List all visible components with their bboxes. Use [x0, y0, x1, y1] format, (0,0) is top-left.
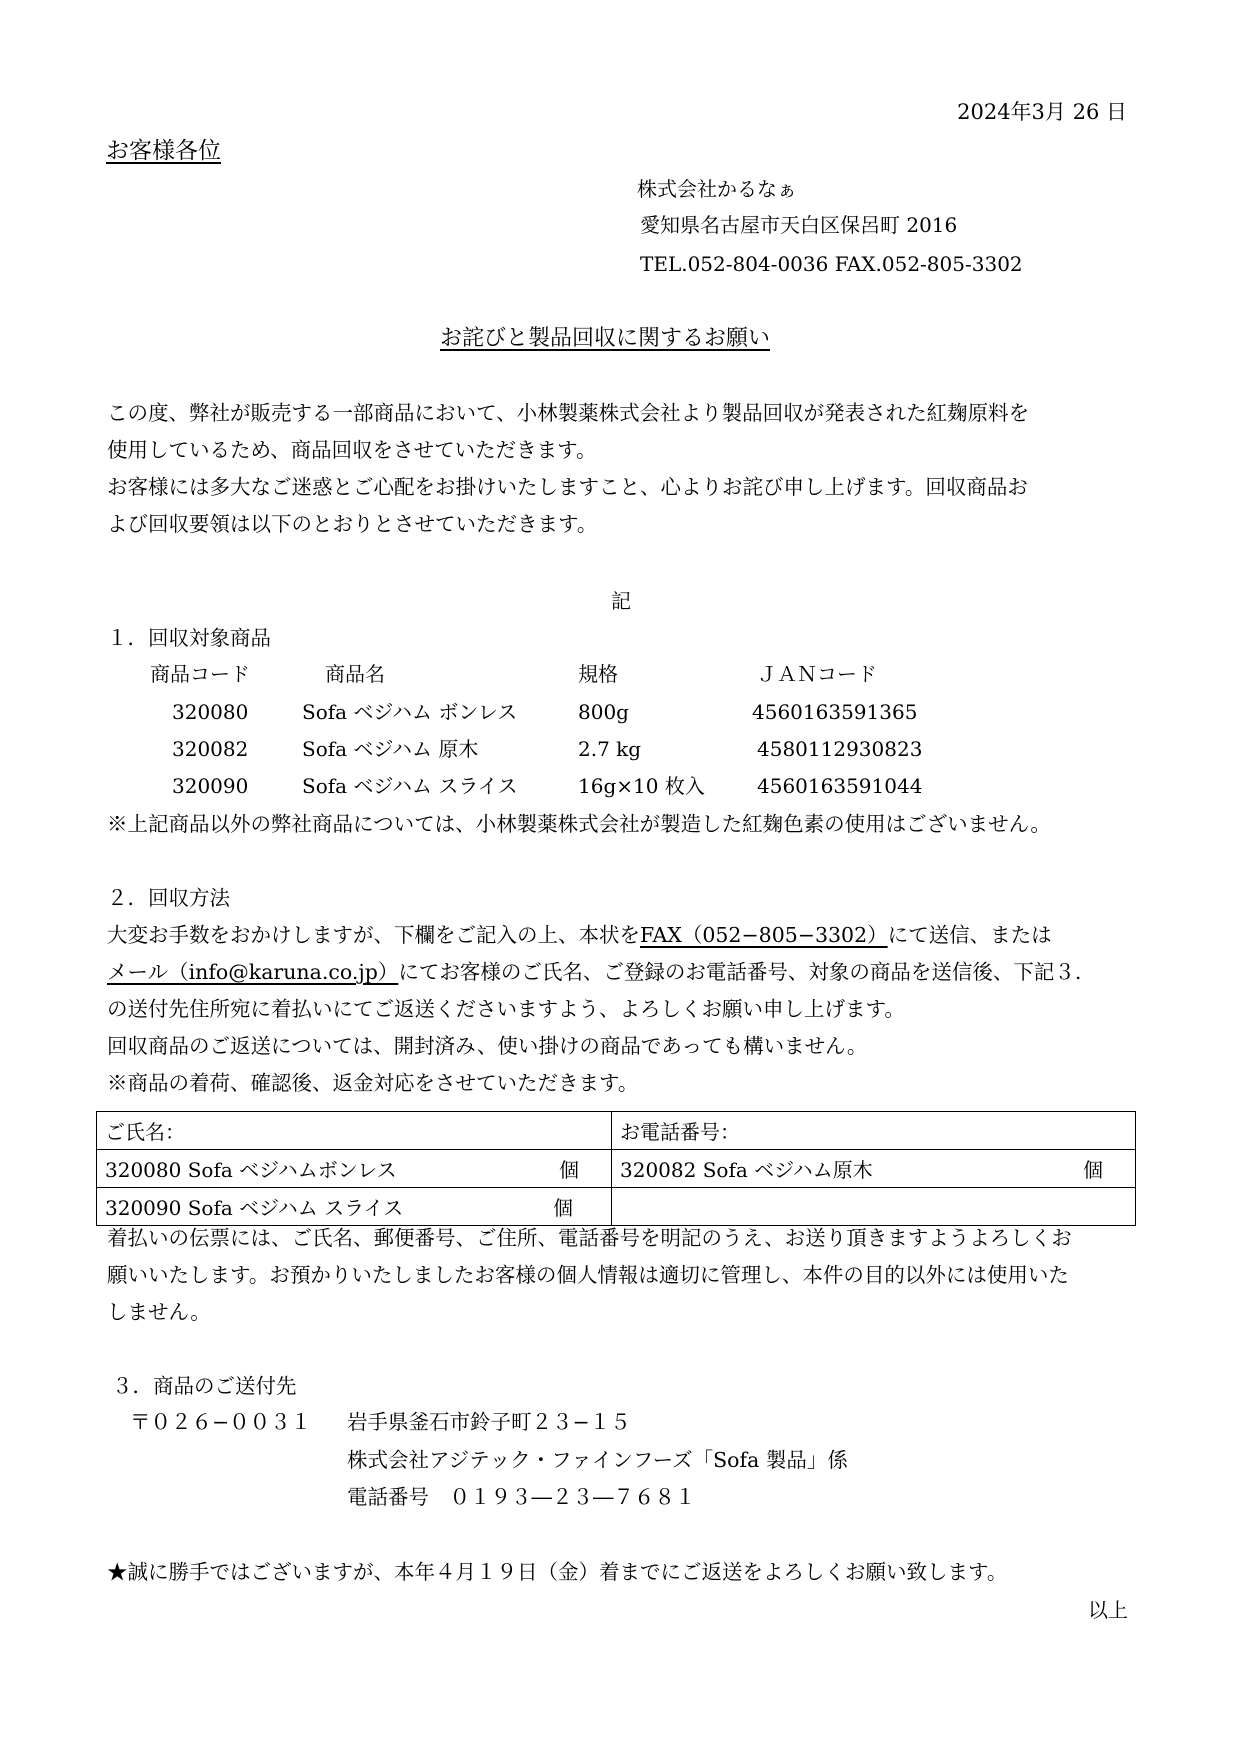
ki-marker: 記	[611, 589, 631, 613]
item2-unit: 個	[1083, 1158, 1103, 1182]
row-spec: 16g×10 枚入	[578, 774, 705, 798]
section2-after-line-2: 願いいたします。お預かりいたしましたお客様の個人情報は適切に管理し、本件の目的以外には使用いた	[107, 1263, 1069, 1287]
section1-note: ※上記商品以外の弊社商品については、小林製薬株式会社が製造した紅麹色素の使用はございません。	[107, 812, 1051, 836]
item2-label: 320082 Sofa ベジハム原木	[620, 1158, 873, 1182]
return-phone: 電話番号 ０１９３―２３―７６８１	[347, 1485, 696, 1509]
col-header-jan: ＪＡＮコード	[757, 662, 877, 686]
row-name: Sofa ベジハム ボンレス	[302, 700, 518, 724]
section2-line-5: ※商品の着荷、確認後、返金対応をさせていただきます。	[107, 1071, 639, 1095]
item3-label: 320090 Sofa ベジハム スライス	[105, 1196, 404, 1220]
section2-after-line-3: しません。	[107, 1300, 211, 1324]
item2-quantity-field[interactable]	[612, 1150, 1136, 1188]
row-jan: 4560163591365	[752, 700, 918, 724]
row-jan: 4560163591044	[757, 774, 923, 798]
instruction-text: にてお客様のご氏名、ご登録のお電話番号、対象の商品を送信後、下記３.	[398, 960, 1082, 984]
row-spec: 2.7 kg	[578, 737, 642, 761]
section2-line-2	[107, 962, 1081, 983]
col-header-spec: 規格	[578, 662, 618, 686]
document-title: お詫びと製品回収に関するお願い	[440, 326, 771, 351]
sender-address: 愛知県名古屋市天白区保呂町 2016	[640, 213, 958, 237]
intro-line-1: この度、弊社が販売する一部商品において、小林製薬株式会社より製品回収が発表された紅麹原料を	[107, 401, 1030, 425]
row-jan: 4580112930823	[757, 737, 923, 761]
row-name: Sofa ベジハム スライス	[302, 774, 518, 798]
document-end: 以上	[1088, 1598, 1128, 1622]
section2-line-1	[107, 925, 1052, 946]
section3-heading: ３．商品のご送付先	[112, 1374, 297, 1398]
fax-number-link[interactable]: FAX（052−805−3302）	[640, 923, 888, 947]
return-form-table	[96, 1111, 1136, 1226]
sender-contact: TEL.052-804-0036 FAX.052-805-3302	[640, 252, 1023, 276]
return-company: 株式会社アジテック・ファインフーズ「Sofa 製品」係	[347, 1448, 848, 1472]
section2-heading: ２．回収方法	[107, 886, 230, 910]
sender-company: 株式会社かるなぁ	[637, 177, 797, 201]
col-header-code: 商品コード	[150, 662, 250, 686]
row-spec: 800g	[578, 700, 629, 724]
section2-after-line-1: 着払いの伝票には、ご氏名、郵便番号、ご住所、電話番号を明記のうえ、お送り頂きますようよろしくお	[107, 1226, 1072, 1250]
phone-field[interactable]	[612, 1112, 1136, 1150]
row-name: Sofa ベジハム 原木	[302, 737, 479, 761]
col-header-name: 商品名	[325, 662, 385, 686]
instruction-text: 大変お手数をおかけしますが、下欄をご記入の上、本状を	[107, 923, 640, 947]
closing-note: ★誠に勝手ではございますが、本年４月１９日（金）着までにご返送をよろしくお願い致します。	[107, 1560, 1008, 1584]
empty-cell	[612, 1188, 1136, 1226]
item3-quantity-field[interactable]	[97, 1188, 612, 1226]
document-date: 2024年3月 26 日	[957, 100, 1127, 124]
phone-label: お電話番号：	[620, 1120, 740, 1144]
intro-line-2: 使用しているため、商品回収をさせていただきます。	[107, 438, 597, 462]
section2-line-3: の送付先住所宛に着払いにてご返送くださいますよう、よろしくお願い申し上げます。	[107, 997, 905, 1021]
section2-line-4: 回収商品のご返送については、開封済み、使い掛けの商品であっても構いません。	[107, 1034, 868, 1058]
row-code: 320090	[172, 774, 249, 798]
email-link[interactable]: メール（info@karuna.co.jp）	[107, 960, 399, 984]
intro-line-4: よび回収要領は以下のとおりとさせていただきます。	[107, 512, 598, 536]
instruction-text: にて送信、または	[887, 923, 1052, 947]
recipient: お客様各位	[106, 138, 221, 164]
return-address: 岩手県釜石市鈴子町２３−１５	[347, 1410, 631, 1434]
row-code: 320082	[172, 737, 249, 761]
item1-label: 320080 Sofa ベジハムボンレス	[105, 1158, 397, 1182]
section1-heading: １．回収対象商品	[107, 626, 271, 650]
postal-code: 〒０２６−００３１	[130, 1410, 312, 1434]
intro-line-3: お客様には多大なご迷惑とご心配をお掛けいたしますこと、心よりお詫び申し上げます。回収商品お	[107, 475, 1028, 499]
name-label: ご氏名：	[105, 1120, 185, 1144]
item1-unit: 個	[559, 1158, 579, 1182]
row-code: 320080	[172, 700, 249, 724]
item3-unit: 個	[553, 1196, 573, 1220]
name-field[interactable]	[97, 1112, 612, 1150]
item1-quantity-field[interactable]	[97, 1150, 612, 1188]
